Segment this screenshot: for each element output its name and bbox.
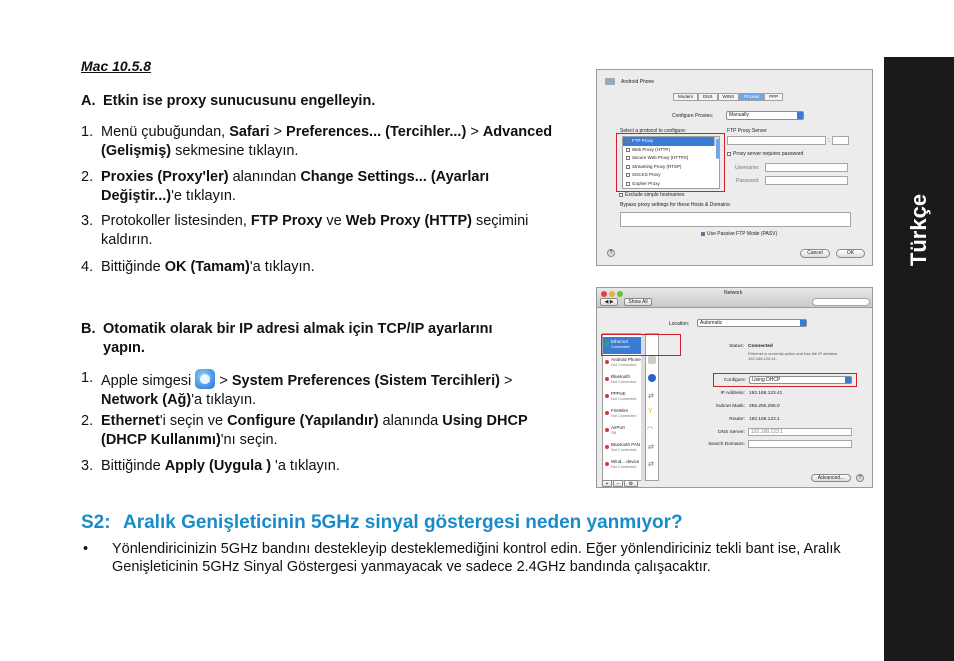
phone-icon — [648, 356, 656, 364]
minimize-icon[interactable] — [609, 291, 615, 297]
section-b-line1: Otomatik olarak bir IP adresi almak için TCP/IP ayarlarını — [103, 321, 493, 337]
help-icon[interactable]: ? — [856, 474, 864, 482]
search-domains-input[interactable] — [748, 440, 852, 448]
search-domains-label: Search Domains: — [708, 442, 745, 447]
ftp-server-input[interactable] — [727, 136, 826, 145]
step-text: seçimini kaldırın. — [101, 213, 529, 248]
username-input[interactable] — [765, 163, 848, 172]
requires-password-row[interactable] — [727, 151, 803, 157]
language-label: Türkçe — [906, 193, 931, 267]
status-value: Connected — [748, 344, 773, 349]
requires-password-label: Proxy server requires password — [733, 151, 804, 157]
network-prefs-screenshot — [596, 287, 873, 488]
firewire-icon: Y — [648, 408, 653, 415]
status-dot-icon — [605, 360, 609, 364]
service-item[interactable] — [603, 372, 641, 389]
tab-ppp[interactable]: PPP — [764, 93, 783, 101]
section-b-step-1 — [81, 369, 561, 410]
close-icon[interactable] — [601, 291, 607, 297]
protocol-label: Secure Web Proxy (HTTPS) — [632, 155, 689, 161]
step-text: alanında — [378, 413, 443, 429]
step-bold: Change Settings... (Ayarları Değiştir...) — [101, 169, 490, 204]
section-a-title — [81, 92, 375, 111]
step-text: Bittiğinde — [101, 259, 165, 275]
step-bold: Web Proxy (HTTP) — [345, 213, 472, 229]
exclude-simple-row[interactable] — [619, 192, 684, 198]
subnet-mask-value: 255.255.255.0 — [749, 404, 780, 409]
step-text: Protokoller listesinden, — [101, 213, 251, 229]
service-controls — [602, 480, 659, 487]
section-a-label: A. — [81, 93, 96, 109]
gear-icon[interactable]: ⚙ — [624, 480, 638, 487]
step-number: 3. — [81, 213, 94, 229]
service-status: Not Connected — [611, 363, 637, 367]
arrows-icon: ⇄ — [648, 461, 654, 468]
step-text: ve — [322, 213, 346, 229]
service-name: Ethernet — [611, 339, 629, 344]
protocol-label: Streaming Proxy (RTSP) — [632, 163, 682, 169]
section-b-step-3 — [81, 457, 561, 476]
ftp-server-label: FTP Proxy Server — [727, 128, 767, 134]
section-a-text: Etkin ise proxy sunucusunu engelleyin. — [103, 93, 376, 109]
back-forward-icon[interactable]: ◀ ▶ — [600, 298, 618, 306]
step-bold: FTP Proxy — [250, 213, 323, 229]
step-text: Menü çubuğundan, — [101, 124, 230, 140]
step-text: 'nı seçin. — [220, 432, 278, 448]
service-name: AirPort — [611, 425, 625, 430]
add-service-button[interactable]: + — [602, 480, 612, 487]
section-a-step-3 — [81, 212, 561, 250]
service-item[interactable] — [603, 389, 641, 406]
mac-version-heading: Mac 10.5.8 — [81, 58, 152, 74]
protocol-label: Web Proxy (HTTP) — [632, 146, 670, 152]
step-number: 1. — [81, 124, 94, 140]
step-bold: Apply (Uygula ) — [164, 458, 272, 474]
subnet-mask-label: Subnet Mask: — [715, 404, 745, 409]
step-text: sekmesine tıklayın. — [171, 143, 299, 159]
step-bold: OK (Tamam) — [164, 259, 250, 275]
question-2-answer — [81, 540, 861, 576]
tab-dns[interactable]: DNS — [698, 93, 718, 101]
step-bold: Using DHCP (DHCP Kullanımı) — [101, 413, 528, 448]
step-bold: Preferences... (Tercihler...) — [286, 124, 467, 140]
protocol-label: Gopher Proxy — [632, 180, 660, 186]
service-item[interactable] — [603, 440, 641, 457]
configure-proxies-label: Configure Proxies: — [672, 113, 714, 119]
service-item[interactable] — [603, 457, 641, 474]
step-text: > — [215, 373, 232, 389]
router-label: Router: — [729, 417, 745, 422]
step-number: 4. — [81, 259, 94, 275]
dns-server-input[interactable]: 192.168.123.1 — [748, 428, 852, 436]
search-input[interactable] — [812, 298, 870, 306]
step-text: > — [466, 124, 483, 140]
service-status: Connected — [611, 345, 630, 349]
service-name: Android Phone — [611, 357, 641, 362]
step-bold: Proxies (Proxy'ler) — [101, 169, 229, 185]
step-number: 1. — [81, 370, 94, 386]
network-titlebar — [597, 288, 872, 308]
service-status: Off — [611, 431, 616, 435]
section-b-label: B. — [81, 321, 96, 337]
bypass-label: Bypass proxy settings for these Hosts & Domains: — [620, 202, 731, 208]
service-name: Bluetooth PAN — [611, 442, 641, 447]
ethernet-highlight-box — [601, 334, 681, 356]
proxy-settings-screenshot — [596, 69, 873, 266]
service-item[interactable] — [603, 355, 641, 372]
ip-address-value: 192.168.123.41 — [749, 391, 783, 396]
step-text: 'i seçin ve — [159, 413, 228, 429]
step-number: 2. — [81, 413, 94, 429]
remove-service-button[interactable]: − — [613, 480, 623, 487]
tab-modem[interactable]: Modem — [673, 93, 698, 101]
service-name: Bluetooth — [611, 374, 631, 379]
service-status: Not Connected — [611, 448, 637, 452]
protocol-label: SOCKS Proxy — [632, 172, 661, 178]
step-number: 3. — [81, 458, 94, 474]
step-bold: System Preferences (Sistem Tercihleri) — [231, 373, 500, 389]
step-text: 'a tıklayın. — [249, 259, 315, 275]
ftp-port-input[interactable] — [832, 136, 849, 145]
step-text: > — [269, 124, 287, 140]
advanced-button[interactable]: Advanced... — [811, 474, 851, 482]
service-name: FireWire — [611, 408, 628, 413]
step-text: alanından — [228, 169, 301, 185]
service-status: Not Connected — [611, 465, 637, 469]
zoom-icon[interactable] — [617, 291, 623, 297]
step-text: Bittiğinde — [101, 458, 165, 474]
step-text: Apple simgesi — [101, 373, 196, 389]
service-item[interactable] — [603, 406, 641, 423]
bypass-input[interactable] — [620, 212, 851, 227]
status-dot-icon — [605, 377, 609, 381]
bullet-dot: • — [83, 541, 89, 557]
passive-ftp-label: Use Passive FTP Mode (PASV) — [707, 231, 778, 237]
tab-wins[interactable]: WINS — [718, 93, 740, 101]
dns-server-label: DNS Server: — [718, 430, 745, 435]
configure-label: Configure: — [723, 378, 746, 383]
status-dot-icon — [605, 394, 609, 398]
answer-text: Yönlendiricinizin 5GHz bandını destekleyip desteklemediğini kontrol edin. Eğer yönlendiriciniz tekli bant ise, Aralık Genişleticinin 5GHz Sinyal Göstergesi yanmayacak ve sadece 2.4GHz bandında çalışacaktır. — [112, 541, 841, 575]
configure-select[interactable]: Using DHCP — [749, 376, 852, 384]
question-2-text: Aralık Genişleticinin 5GHz sinyal göstergesi neden yanmıyor? — [123, 512, 683, 533]
step-text: 'e tıklayın. — [171, 188, 236, 204]
tab-proxies[interactable]: Proxies — [739, 93, 764, 101]
section-a-step-1 — [81, 123, 561, 161]
status-dot-icon — [605, 411, 609, 415]
airport-icon: ◠ — [647, 426, 654, 433]
username-label: Username: — [735, 165, 760, 171]
protocol-label: FTP Proxy — [632, 138, 654, 143]
status-dot-icon — [605, 462, 609, 466]
status-label: Status: — [729, 344, 744, 349]
question-2-label: S2: — [81, 512, 111, 533]
service-name: Wind... device — [611, 459, 640, 464]
port-separator: : — [828, 138, 830, 144]
status-description: Ethernet is currently active and has the IP address 192.168.123.41. — [748, 351, 838, 361]
step-text: 'a tıklayın. — [271, 458, 340, 474]
section-b-line2: yapın. — [103, 340, 145, 356]
location-select[interactable]: Automatic — [697, 319, 807, 327]
proxy-tab-row — [673, 93, 783, 101]
section-b-step-2 — [81, 412, 551, 450]
configure-proxies-select[interactable]: Manually — [726, 111, 804, 120]
service-item[interactable] — [603, 423, 641, 440]
proxy-window-title: Android Phone — [621, 79, 655, 85]
show-all-button[interactable]: Show All — [624, 298, 652, 306]
step-bold: Network (Ağ) — [101, 392, 192, 408]
step-text: > — [499, 373, 513, 389]
service-status: Not Connected — [611, 397, 637, 401]
password-input[interactable] — [765, 176, 848, 185]
step-bold: Configure (Yapılandır) — [227, 413, 379, 429]
step-bold: Safari — [229, 124, 270, 140]
select-protocol-label: Select a protocol to configure: — [620, 128, 687, 134]
password-label: Password: — [736, 178, 760, 184]
service-name: PPPoE — [611, 391, 626, 396]
ok-button[interactable]: OK — [836, 249, 865, 258]
arrows-icon: ⇄ — [648, 393, 654, 400]
protocol-highlight-box — [616, 133, 725, 192]
section-b-title — [81, 320, 493, 358]
exclude-simple-label: Exclude simple hostnames — [625, 192, 685, 198]
section-a-step-2 — [81, 168, 541, 206]
arrows-icon: ⇄ — [648, 444, 654, 451]
step-bold: Advanced (Gelişmiş) — [101, 124, 553, 159]
configure-highlight-box — [713, 373, 857, 387]
service-status: Not Connected — [611, 380, 637, 384]
bluetooth-icon — [648, 374, 656, 382]
step-number: 2. — [81, 169, 94, 185]
status-dot-icon — [605, 445, 609, 449]
ip-address-label: IP Address: — [720, 391, 745, 396]
section-a-step-4 — [81, 258, 561, 277]
step-bold: Ethernet — [101, 413, 160, 429]
apple-icon — [195, 369, 215, 389]
language-side-tab — [884, 57, 954, 661]
cancel-button[interactable]: Cancel — [800, 249, 830, 258]
phone-icon — [605, 78, 615, 85]
question-2-heading — [81, 512, 683, 534]
network-window-title: Network — [724, 290, 743, 296]
location-label: Location: — [669, 321, 690, 327]
router-value: 192.168.123.1 — [749, 417, 780, 422]
step-text: 'a tıklayın. — [191, 392, 257, 408]
service-status: Not Connected — [611, 414, 637, 418]
help-icon[interactable]: ? — [607, 249, 615, 257]
status-dot-icon — [605, 428, 609, 432]
passive-ftp-row[interactable] — [701, 231, 777, 237]
